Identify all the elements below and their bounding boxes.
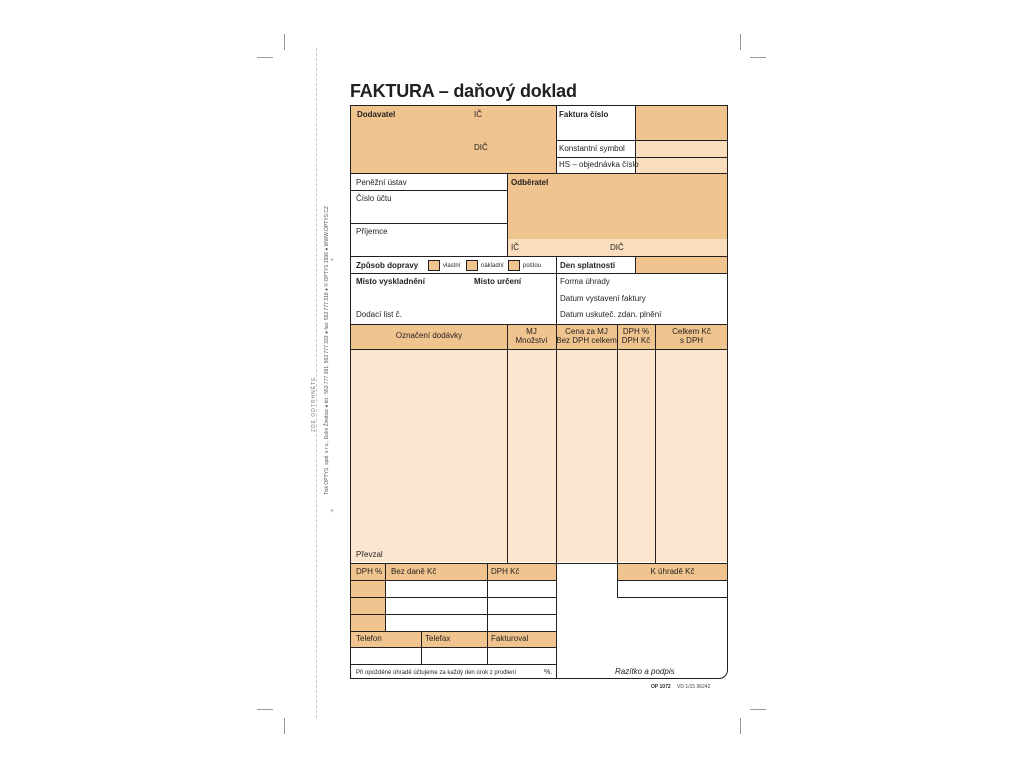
crop-mark — [750, 57, 766, 58]
destination-label: Místo určení — [474, 277, 522, 286]
customer-ic-label: IČ — [511, 243, 519, 252]
crop-mark — [740, 34, 741, 50]
vat-amount-header: DPH Kč — [491, 567, 520, 576]
late-payment-note: Při opožděné úhradě účtujeme za každý den úrok z prodlení — [356, 670, 517, 676]
constant-symbol-fill — [635, 140, 728, 157]
customer-label: Odběratel — [511, 178, 549, 187]
stamp-signature-label: Razítko a podpis — [615, 667, 675, 676]
tear-here-label: ZDE ODTRHNĚTE — [311, 376, 317, 432]
items-body-fill — [351, 349, 728, 562]
payment-method-label: Forma úhrady — [560, 277, 610, 286]
col-unit-header-1: MJ — [526, 327, 537, 336]
percent-label: %. — [544, 669, 553, 676]
crop-mark — [740, 718, 741, 734]
invoice-number-label: Faktura číslo — [559, 110, 609, 119]
transport-own-checkbox[interactable] — [428, 260, 440, 271]
document-title: FAKTURA – daňový doklad — [350, 81, 577, 101]
received-by-label: Převzal — [356, 550, 383, 559]
bank-institution-label: Peněžní ústav — [356, 178, 407, 187]
crop-mark — [750, 709, 766, 710]
transport-post-label: poštou — [523, 263, 542, 269]
vat-rate-header: DPH % — [356, 567, 383, 576]
to-pay-label: K úhradě Kč — [650, 567, 695, 576]
transport-own-label: vlastní — [443, 263, 461, 269]
supplier-dic-label: DIČ — [474, 143, 488, 152]
col-price-header-1: Cena za MJ — [565, 327, 608, 336]
col-description-header: Označení dodávky — [395, 331, 463, 340]
invoice-number-fill — [635, 106, 728, 140]
transport-post-checkbox[interactable] — [508, 260, 520, 271]
customer-dic-label: DIČ — [610, 243, 624, 252]
col-price-header-2: Bez DPH celkem — [556, 336, 617, 345]
recipient-label: Příjemce — [356, 227, 388, 236]
registration-mark: + — [330, 508, 335, 515]
col-total-header-2: s DPH — [679, 336, 704, 345]
order-number-label: HS – objednávka číslo — [559, 160, 639, 169]
transport-freight-label: nákladní — [481, 263, 504, 269]
col-unit-header-2: Množství — [515, 336, 548, 345]
dispatch-place-label: Místo vyskladnění — [356, 277, 425, 286]
crop-mark — [284, 718, 285, 734]
crop-mark — [257, 709, 273, 710]
col-vat-header-1: DPH % — [622, 327, 650, 336]
order-number-fill — [635, 157, 728, 173]
footer-reference: VD 1/15 96242 — [677, 684, 711, 690]
crop-mark — [284, 34, 285, 50]
invoice-form — [350, 105, 728, 679]
supplier-label: Dodavatel — [357, 110, 396, 119]
due-date-label: Den splatnosti — [560, 261, 616, 270]
due-date-fill — [635, 256, 728, 273]
delivery-note-label: Dodací list č. — [356, 310, 402, 319]
issued-by-label: Fakturoval — [491, 634, 529, 643]
phone-label: Telefon — [356, 634, 382, 643]
side-print-info: Tisk OPTYS, spol. s r.o., Dolní Životice ● tel.: 553 777 381, 553 777 333 ● fax: 553 777 318 ● © OPTYS 1996 ● WWW.OPTYS.CZ — [324, 205, 330, 495]
transport-label: Způsob dopravy — [356, 261, 419, 270]
supplier-ic-label: IČ — [474, 110, 482, 119]
col-total-header-1: Celkem Kč — [672, 327, 711, 336]
footer-code: OP 1072 — [651, 684, 671, 690]
registration-mark: + — [330, 257, 335, 264]
issue-date-label: Datum vystavení faktury — [560, 294, 646, 303]
fax-label: Telefax — [425, 634, 451, 643]
col-vat-header-2: DPH Kč — [621, 336, 651, 345]
constant-symbol-label: Konstantní symbol — [559, 144, 625, 153]
vat-rate-fill — [351, 580, 385, 631]
crop-mark — [257, 57, 273, 58]
vat-base-header: Bez daně Kč — [391, 567, 437, 576]
taxable-date-label: Datum uskuteč. zdan. plnění — [560, 310, 662, 319]
account-number-label: Číslo účtu — [356, 194, 392, 203]
transport-freight-checkbox[interactable] — [466, 260, 478, 271]
